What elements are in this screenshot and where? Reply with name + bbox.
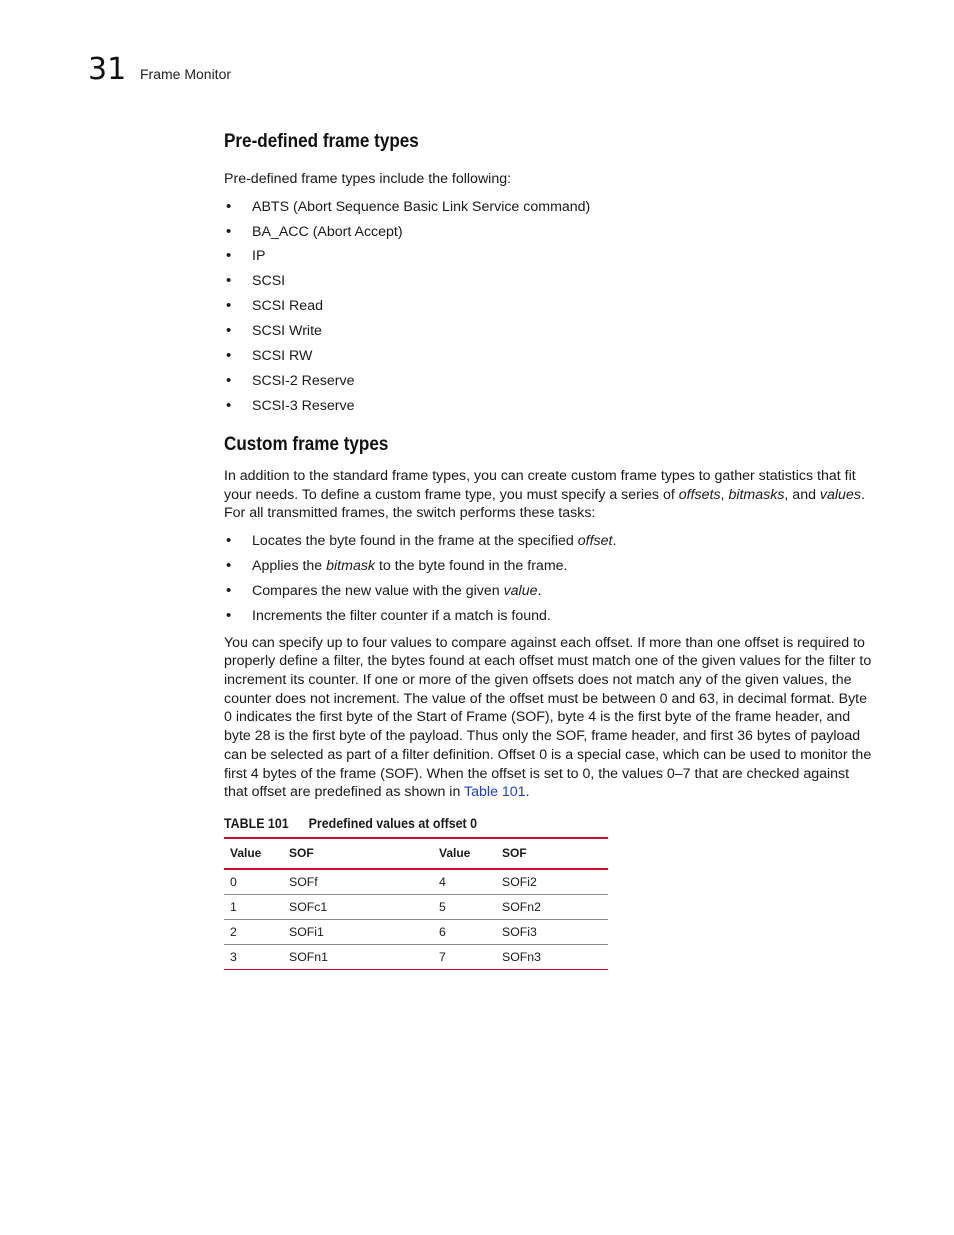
list-item: • SCSI <box>224 272 874 290</box>
body-paragraph: You can specify up to four values to compare against each offset. If more than one offset is required to properly define a filter, the bytes found at each offset must match one of the given values for the filter to increment its counter. If one or more of the given offsets does not match any of the given values, the counter does not increment. The value of the offset must be between 0 and 63, in decimal format. Byte 0 indicates the first byte of the Start of Frame (SOF), byte 4 is the first byte of the frame header, and byte 28 is the first byte of the payload. Thus only the SOF, frame header, and first 36 bytes of payload can be selected as part of a filter definition. Offset 0 is a special case, which can be used to monitor the first 4 bytes of the frame (SOF). When the offset is set to 0, the values 0–7 that are checked against that offset are predefined as shown in Table 101. <box>224 634 872 801</box>
table-caption-text: Predefined values at offset 0 <box>308 815 478 831</box>
list-item: • SCSI Read <box>224 297 874 315</box>
table-link[interactable]: Table 101 <box>464 784 526 801</box>
chapter-number: 31 <box>88 52 127 87</box>
predefined-intro: Pre-defined frame types include the following: <box>224 171 512 187</box>
list-item: • BA_ACC (Abort Accept) <box>224 223 874 241</box>
column-header: Value <box>224 838 283 869</box>
table-label: TABLE 101 <box>224 815 289 831</box>
table-cell: SOFi1 <box>283 919 433 944</box>
table-cell: 1 <box>224 894 283 919</box>
table-row <box>224 919 608 944</box>
table-cell: 4 <box>433 869 496 895</box>
column-header: SOF <box>496 838 608 869</box>
list-item: • SCSI-2 Reserve <box>224 372 874 390</box>
table-row <box>224 869 608 895</box>
chapter-title: Frame Monitor <box>140 66 232 82</box>
list-item: • IP <box>224 247 874 265</box>
list-item: • ABTS (Abort Sequence Basic Link Service command) <box>224 198 874 216</box>
table-cell: SOFn2 <box>496 894 608 919</box>
column-header: Value <box>433 838 496 869</box>
table-header-row <box>224 838 608 869</box>
table-cell: SOFi2 <box>496 869 608 895</box>
table-cell: SOFf <box>283 869 433 895</box>
table-row <box>224 894 608 919</box>
list-item: • SCSI RW <box>224 347 874 365</box>
table-cell: SOFi3 <box>496 919 608 944</box>
task-list <box>224 532 874 625</box>
table-row <box>224 944 608 969</box>
table-cell: 6 <box>433 919 496 944</box>
list-item: • SCSI Write <box>224 322 874 340</box>
list-item: • Applies the bitmask to the byte found in the frame. <box>224 557 874 575</box>
section-heading-predefined: Pre-defined frame types <box>224 131 419 152</box>
custom-intro: In addition to the standard frame types, you can create custom frame types to gather statistics that fit your needs. To define a custom frame type, you must specify a series of offsets, bitmasks, and values. For all transmitted frames, the switch performs these tasks: <box>224 467 865 522</box>
table-cell: SOFn1 <box>283 944 433 969</box>
table-cell: 7 <box>433 944 496 969</box>
table-cell: 0 <box>224 869 283 895</box>
predefined-list <box>224 198 874 415</box>
column-header: SOF <box>283 838 433 869</box>
table-cell: 2 <box>224 919 283 944</box>
list-item: • Locates the byte found in the frame at the specified offset. <box>224 532 874 550</box>
table-cell: 3 <box>224 944 283 969</box>
list-item: • Increments the filter counter if a match is found. <box>224 607 874 625</box>
predefined-values-table <box>224 837 608 970</box>
table-cell: SOFn3 <box>496 944 608 969</box>
list-item: • SCSI-3 Reserve <box>224 397 874 415</box>
page-content <box>224 130 874 970</box>
table-cell: 5 <box>433 894 496 919</box>
section-heading-custom: Custom frame types <box>224 433 389 455</box>
table-cell: SOFc1 <box>283 894 433 919</box>
list-item: • Compares the new value with the given value. <box>224 582 874 600</box>
table-caption <box>224 815 822 833</box>
